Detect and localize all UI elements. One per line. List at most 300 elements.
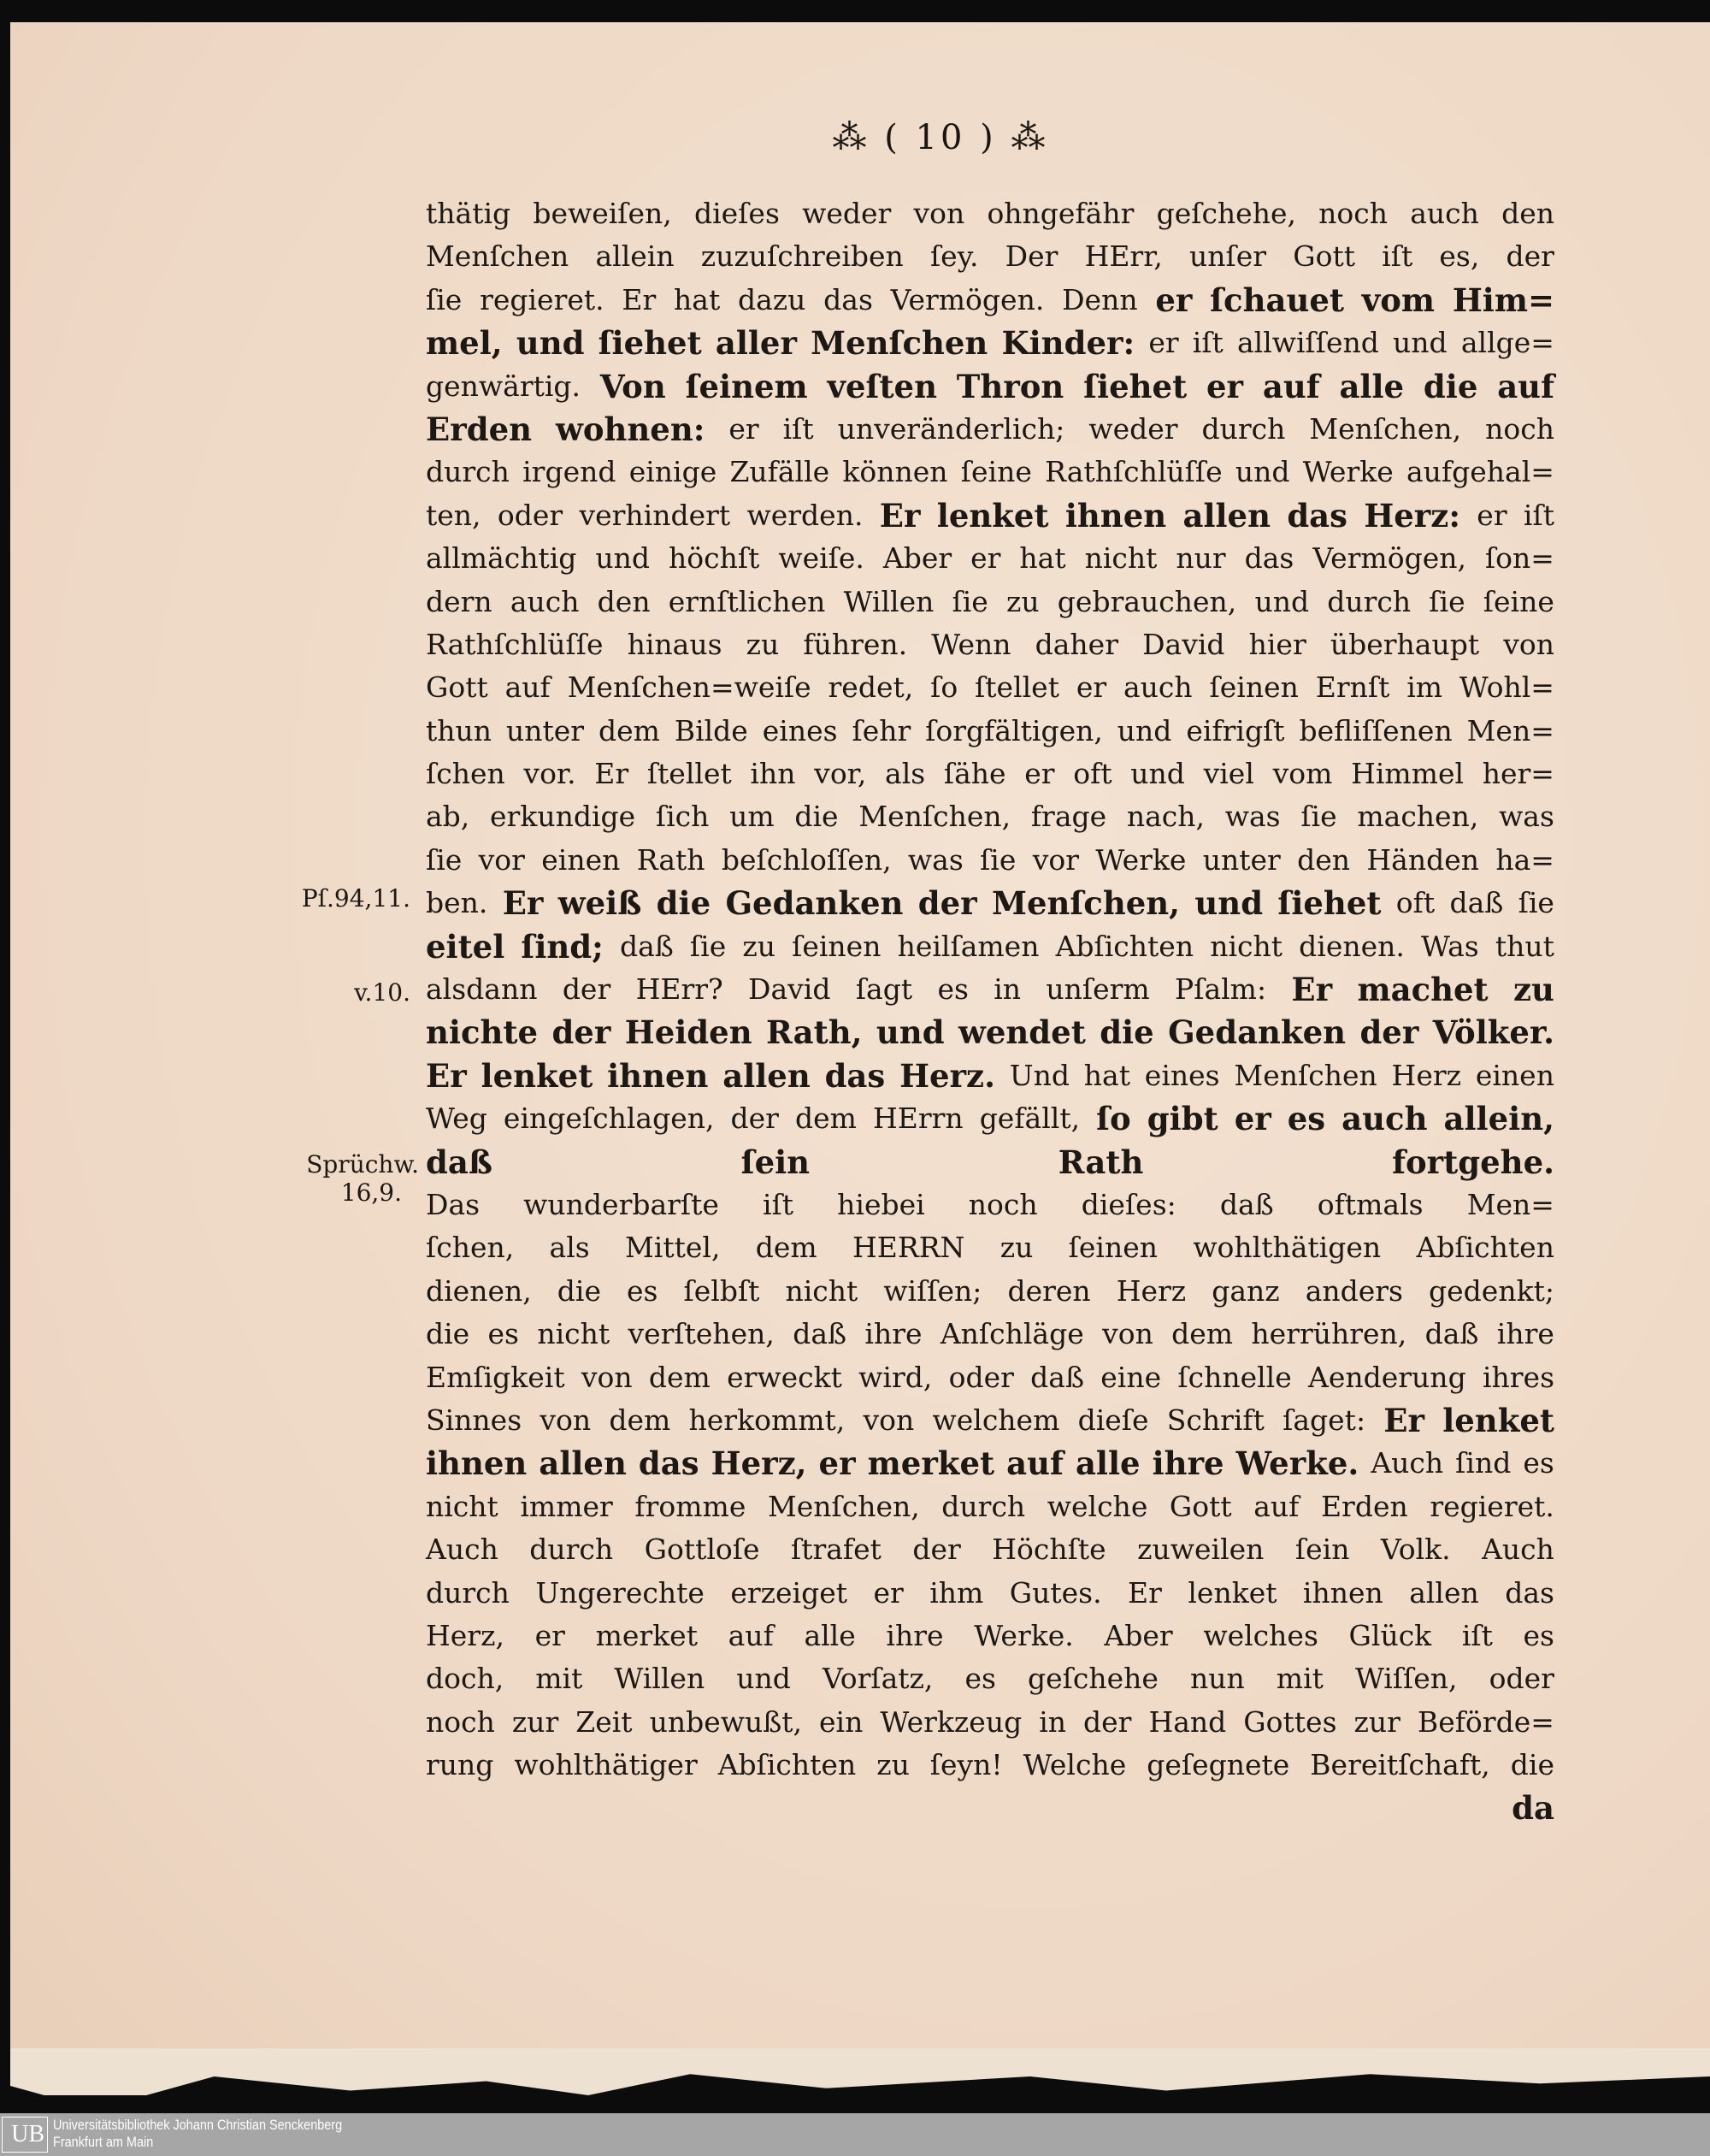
word: Auch: [426, 1533, 498, 1567]
text-line: [426, 968, 1554, 1011]
emphasized-word: er: [1234, 1100, 1271, 1138]
text-line: [426, 1226, 1554, 1269]
word: ſie: [1300, 800, 1337, 834]
word: doch,: [426, 1662, 504, 1696]
text-line: [426, 882, 1554, 924]
word: das: [1244, 541, 1294, 576]
word: ein: [819, 1704, 864, 1739]
word: im: [1406, 670, 1443, 705]
text-line: [426, 1184, 1554, 1226]
word: ſehr: [852, 713, 911, 747]
emphasized-word: fortgehe.: [1392, 1143, 1554, 1181]
text-line: [426, 1615, 1554, 1657]
word: ſähe: [943, 757, 1006, 791]
word: es: [937, 972, 969, 1007]
word: ſie: [980, 842, 1017, 877]
word: her=: [1482, 757, 1554, 791]
word: nur: [1176, 541, 1226, 576]
word: was: [907, 842, 964, 877]
emphasized-word: er: [1155, 281, 1193, 319]
word: er: [1076, 670, 1107, 705]
text-line: [426, 365, 1554, 408]
word: ihre: [886, 1618, 944, 1652]
text-line: [426, 1657, 1554, 1700]
text-line: [426, 1528, 1554, 1571]
emphasized-word: da: [1512, 1789, 1554, 1828]
emphasized-word: Von: [599, 367, 666, 405]
word: den: [597, 584, 651, 618]
word: ſelbſt: [683, 1273, 760, 1308]
word: es: [1523, 1446, 1554, 1480]
word: geſchehe,: [1156, 197, 1296, 230]
word: anders: [1305, 1273, 1403, 1308]
word: unter: [505, 713, 585, 747]
text-line: [426, 839, 1554, 882]
word: welches: [1203, 1618, 1318, 1652]
word: iſt: [763, 1187, 794, 1221]
word: daß: [1424, 1317, 1479, 1351]
word: hat: [674, 282, 721, 316]
word: noch: [1318, 197, 1389, 230]
word: aufgehal=: [1406, 455, 1554, 489]
word: unſer: [1189, 239, 1267, 274]
word: welchem: [932, 1403, 1060, 1437]
emphasized-word: Him=: [1452, 281, 1554, 319]
word: Menſchen: [1234, 1058, 1377, 1092]
word: Mittel,: [625, 1231, 721, 1265]
word: ihre: [1496, 1317, 1554, 1351]
word: den: [1501, 197, 1554, 230]
word: auch: [1123, 670, 1193, 705]
word: von: [581, 1360, 633, 1394]
word: Auch: [1482, 1533, 1554, 1567]
word: Volk.: [1380, 1533, 1451, 1567]
word: daß: [793, 1317, 847, 1351]
word: wunderbarſte: [523, 1187, 719, 1221]
word: dem: [598, 713, 660, 747]
word: hat: [1019, 541, 1066, 576]
page-header: [804, 118, 1077, 157]
word: es,: [1439, 239, 1480, 274]
word: Menſchen=weiſe: [567, 670, 811, 705]
emphasized-word: Menſchen: [811, 324, 988, 363]
word: Abſichten: [717, 1748, 857, 1782]
word: hiebei: [837, 1187, 925, 1221]
word: er: [1024, 757, 1055, 791]
word: die: [794, 800, 839, 834]
word: zur: [511, 1704, 559, 1739]
torn-page-edge: [10, 2048, 1710, 2095]
word: iſt: [782, 411, 814, 446]
word: dern: [426, 584, 492, 618]
word: Gottloſe: [644, 1533, 760, 1567]
word: unter: [1202, 842, 1281, 877]
word: auf: [1253, 1489, 1300, 1523]
word: und: [595, 541, 651, 576]
word: gebrauchen,: [1057, 584, 1237, 618]
word: Glück: [1348, 1618, 1432, 1652]
emphasized-word: ſiehet: [1277, 884, 1382, 923]
emphasized-word: ihnen: [426, 1444, 528, 1483]
emphasized-word: daß: [426, 1143, 492, 1181]
emphasized-word: Er: [1383, 1401, 1424, 1439]
word: erweckt: [727, 1360, 842, 1394]
emphasized-word: Er: [502, 884, 544, 923]
word: Abſichten: [1416, 1231, 1554, 1265]
word: iſt: [1192, 326, 1224, 360]
word: der: [1506, 239, 1554, 274]
word: können: [842, 455, 948, 489]
emphasized-word: Gedanken: [725, 884, 904, 923]
word: die: [557, 1273, 601, 1308]
word: zu: [1006, 584, 1040, 618]
emphasized-word: ſchauet: [1210, 281, 1344, 319]
word: ſtellet: [646, 757, 732, 791]
word: daß: [1219, 1187, 1274, 1221]
emphasized-word: er: [1206, 367, 1244, 405]
word: Gott: [1293, 239, 1355, 274]
margin-note: Pſ.94,11.: [301, 884, 410, 913]
word: Rathſchlüſſe: [1045, 455, 1223, 489]
emphasized-word: lenket: [1442, 1401, 1554, 1439]
word: dem: [795, 1102, 857, 1136]
emphasized-word: es: [1287, 1100, 1326, 1138]
word: Willen: [614, 1662, 705, 1696]
word: und: [1235, 455, 1290, 489]
text-line: [426, 1442, 1554, 1485]
word: allen: [1409, 1575, 1479, 1610]
word: auch: [1410, 197, 1479, 230]
word: zu: [999, 1231, 1034, 1265]
word: der: [1083, 1704, 1132, 1739]
word: nun: [1189, 1662, 1245, 1696]
word: ganz: [1212, 1273, 1280, 1308]
word: vom: [1272, 757, 1333, 791]
word: fromme: [634, 1489, 746, 1523]
emphasized-word: Thron: [956, 367, 1064, 405]
word: machen,: [1357, 800, 1479, 834]
emphasized-word: Er: [879, 496, 921, 535]
word: der: [730, 1102, 779, 1136]
word: die: [426, 1317, 470, 1351]
word: dem: [1171, 1317, 1234, 1351]
word: gedenkt;: [1429, 1273, 1554, 1308]
word: Ernſt: [1315, 670, 1390, 705]
emphasized-word: lenket: [481, 1056, 593, 1095]
word: frage: [1030, 800, 1107, 834]
text-line: [426, 1313, 1554, 1356]
word: Welche: [1023, 1748, 1127, 1782]
word: alsdann: [426, 972, 538, 1007]
word: und: [1117, 713, 1172, 747]
word: von: [540, 1403, 592, 1437]
word: Rathſchlüſſe: [426, 627, 604, 661]
word: wohlthätigen: [1193, 1231, 1382, 1265]
word: zuweilen: [1137, 1533, 1265, 1567]
emphasized-word: Werke.: [1235, 1444, 1359, 1483]
word: zur: [1353, 1704, 1400, 1739]
word: nicht: [426, 1489, 498, 1523]
word: ohngefähr: [987, 197, 1135, 230]
word: Emſigkeit: [426, 1360, 565, 1394]
word: Beförde=: [1417, 1704, 1554, 1739]
word: noch: [1485, 411, 1554, 446]
word: ben.: [426, 886, 488, 920]
word: Wohl=: [1459, 670, 1554, 705]
word: Bilde: [674, 713, 748, 747]
word: rung: [426, 1748, 494, 1782]
word: Zeit: [575, 1704, 633, 1739]
emphasized-word: und: [876, 1013, 945, 1052]
word: weiſe.: [778, 541, 864, 576]
emphasized-word: und: [516, 324, 585, 363]
word: Ungerechte: [535, 1575, 705, 1610]
word: es: [1523, 1618, 1554, 1652]
word: weder: [1088, 411, 1178, 446]
word: durch: [941, 1489, 1026, 1523]
word: ſchnelle: [1177, 1360, 1292, 1394]
word: dem: [648, 1360, 711, 1394]
word: ſeinen: [1068, 1231, 1159, 1265]
word: noch: [968, 1187, 1038, 1221]
word: was: [1499, 800, 1554, 834]
word: nicht: [537, 1317, 610, 1351]
word: es: [964, 1662, 996, 1696]
word: verhindert: [579, 498, 731, 532]
word: Weg: [426, 1102, 487, 1136]
word: Auch: [1371, 1446, 1444, 1480]
emphasized-word: das: [824, 1056, 886, 1095]
word: ſie: [1429, 584, 1465, 618]
emphasized-word: der: [551, 1013, 611, 1052]
emphasized-word: Kinder:: [1001, 324, 1135, 363]
word: ſon=: [1484, 541, 1554, 576]
emphasized-word: machet: [1357, 971, 1489, 1009]
word: ſie: [426, 282, 463, 316]
word: Men=: [1466, 1187, 1554, 1221]
word: Herz: [1116, 1273, 1187, 1308]
word: Aber: [882, 541, 952, 576]
word: oftmals: [1317, 1187, 1424, 1221]
word: Aenderung: [1308, 1360, 1466, 1394]
emphasized-word: veſten: [827, 367, 937, 405]
word: vor,: [814, 757, 867, 791]
word: unſerm: [1046, 972, 1150, 1007]
word: als: [885, 757, 926, 791]
emphasized-word: die: [656, 884, 711, 923]
emphasized-word: er: [818, 1444, 856, 1483]
word: allge=: [1460, 326, 1554, 360]
word: ten,: [426, 498, 481, 532]
word: befliſſenen: [1299, 713, 1453, 747]
word: Gott: [1169, 1489, 1232, 1523]
emphasized-word: mel,: [426, 324, 503, 363]
word: es: [487, 1317, 519, 1351]
emphasized-word: Herz.: [899, 1056, 995, 1095]
emphasized-word: wendet: [958, 1013, 1086, 1052]
word: als: [549, 1231, 590, 1265]
word: eines: [1144, 1058, 1220, 1092]
word: Erden: [1320, 1489, 1408, 1523]
word: er: [1477, 498, 1507, 532]
text-line: [426, 192, 1554, 235]
text-line: [426, 795, 1554, 838]
word: Er: [1128, 1575, 1162, 1610]
word: heilſamen: [897, 929, 1040, 963]
word: ſchen,: [426, 1231, 515, 1265]
word: Vermögen.: [890, 282, 1045, 316]
emphasized-word: die: [1423, 367, 1478, 405]
word: Aber: [1104, 1618, 1173, 1652]
word: nach,: [1126, 800, 1206, 834]
word: thun: [426, 713, 492, 747]
emphasized-word: eitel: [426, 927, 505, 966]
emphasized-word: der: [1359, 1013, 1419, 1052]
word: dazu: [737, 282, 806, 316]
word: einen: [1475, 1058, 1554, 1092]
emphasized-word: aller: [715, 324, 797, 363]
word: dieſes:: [1081, 1187, 1176, 1221]
word: immer: [520, 1489, 613, 1523]
text-line: [426, 1744, 1554, 1787]
word: Willen: [843, 584, 935, 618]
emphasized-word: Rath,: [766, 1013, 863, 1052]
word: HERRN: [852, 1231, 965, 1265]
word: daß: [1449, 886, 1504, 920]
word: eines: [762, 713, 838, 747]
word: ſie: [1518, 886, 1554, 920]
word: ſtellet: [975, 670, 1059, 705]
word: von: [1503, 627, 1554, 661]
word: David: [1142, 627, 1225, 661]
word: erzeiget: [730, 1575, 848, 1610]
word: der: [562, 972, 611, 1007]
ornament-left: ⁂: [832, 118, 870, 157]
word: Werke: [1302, 455, 1394, 489]
word: und: [1254, 584, 1310, 618]
word: ſeyn!: [929, 1748, 1003, 1782]
word: auch: [510, 584, 580, 618]
word: nicht: [1210, 929, 1283, 963]
word: Der: [1005, 239, 1058, 274]
emphasized-word: ſeinem: [685, 367, 808, 405]
word: Er: [622, 282, 657, 316]
word: ihres: [1482, 1360, 1554, 1394]
word: der: [912, 1533, 961, 1567]
word: von: [863, 1403, 915, 1437]
text-line: [426, 753, 1554, 795]
word: allein: [595, 239, 675, 274]
word: Werkzeug: [880, 1704, 1023, 1739]
word: ſie: [689, 929, 727, 963]
emphasized-word: das: [638, 1444, 699, 1483]
emphasized-word: die: [1100, 1013, 1154, 1052]
page-number: ( 10 ): [884, 118, 997, 157]
word: herrühren,: [1251, 1317, 1407, 1351]
word: ſeine: [1483, 584, 1554, 618]
word: verſtehen,: [628, 1317, 775, 1351]
word: überhaupt: [1330, 627, 1480, 661]
word: den: [1297, 842, 1351, 877]
word: allmächtig: [426, 541, 577, 576]
word: ſeine: [960, 455, 1032, 489]
word: er: [534, 1618, 565, 1652]
emphasized-word: Völker.: [1432, 1013, 1554, 1052]
emphasized-word: nichte: [426, 1013, 539, 1052]
word: hier: [1248, 627, 1306, 661]
word: Er: [594, 757, 629, 791]
word: zuzuſchreiben: [700, 239, 904, 274]
word: Menſchen,: [858, 800, 1011, 834]
word: Werke: [1095, 842, 1187, 877]
word: Denn: [1062, 282, 1138, 316]
word: was: [1224, 800, 1281, 834]
emphasized-word: ihnen: [607, 1056, 709, 1095]
word: auf: [504, 670, 551, 705]
word: lenket: [1188, 1575, 1277, 1610]
text-line: [426, 1486, 1554, 1528]
emphasized-word: ſein: [740, 1143, 811, 1181]
word: alle: [804, 1618, 856, 1652]
emphasized-word: zu: [1512, 971, 1554, 1009]
word: ihre: [864, 1317, 923, 1351]
word: geſchehe: [1028, 1662, 1159, 1696]
word: Anſchläge: [940, 1317, 1084, 1351]
word: durch: [1201, 411, 1286, 446]
word: er: [873, 1575, 904, 1610]
word: ſey.: [929, 239, 979, 274]
word: ha=: [1495, 842, 1554, 877]
text-line: [426, 1097, 1554, 1140]
emphasized-word: auf: [1262, 367, 1320, 405]
text-line: [426, 666, 1554, 709]
word: daß: [619, 929, 674, 963]
word: Men=: [1466, 713, 1554, 747]
word: von: [1102, 1317, 1153, 1351]
text-line: [426, 235, 1554, 278]
word: zu: [876, 1748, 910, 1782]
emphasized-word: alle: [1339, 367, 1405, 405]
text-line: [426, 1054, 1554, 1097]
text-line: [426, 623, 1554, 666]
word: Gottes: [1243, 1704, 1337, 1739]
word: Bereitſchaft,: [1310, 1748, 1490, 1782]
word: Vorſatz,: [822, 1662, 934, 1696]
word: irgend: [522, 455, 616, 489]
emphasized-word: Heiden: [624, 1013, 752, 1052]
word: eingeſchlagen,: [503, 1102, 715, 1136]
word: oder: [497, 498, 563, 532]
word: Pſalm:: [1175, 972, 1267, 1007]
word: es: [627, 1273, 658, 1308]
word: durch: [529, 1533, 614, 1567]
word: beſchloſſen,: [721, 842, 892, 877]
emphasized-word: Gedanken: [1168, 1013, 1347, 1052]
word: um: [729, 800, 775, 834]
emphasized-word: merket: [867, 1444, 995, 1483]
emphasized-word: der: [917, 884, 977, 923]
word: ſind: [1455, 1446, 1512, 1480]
emphasized-word: allein,: [1443, 1100, 1554, 1138]
word: vor: [478, 842, 525, 877]
word: von: [913, 197, 965, 230]
word: durch: [1327, 584, 1412, 618]
word: David: [748, 972, 831, 1007]
word: Das: [426, 1187, 481, 1221]
word: Herz,: [426, 1618, 504, 1652]
emphasized-word: gibt: [1147, 1100, 1218, 1138]
word: wiſſen;: [883, 1273, 982, 1308]
